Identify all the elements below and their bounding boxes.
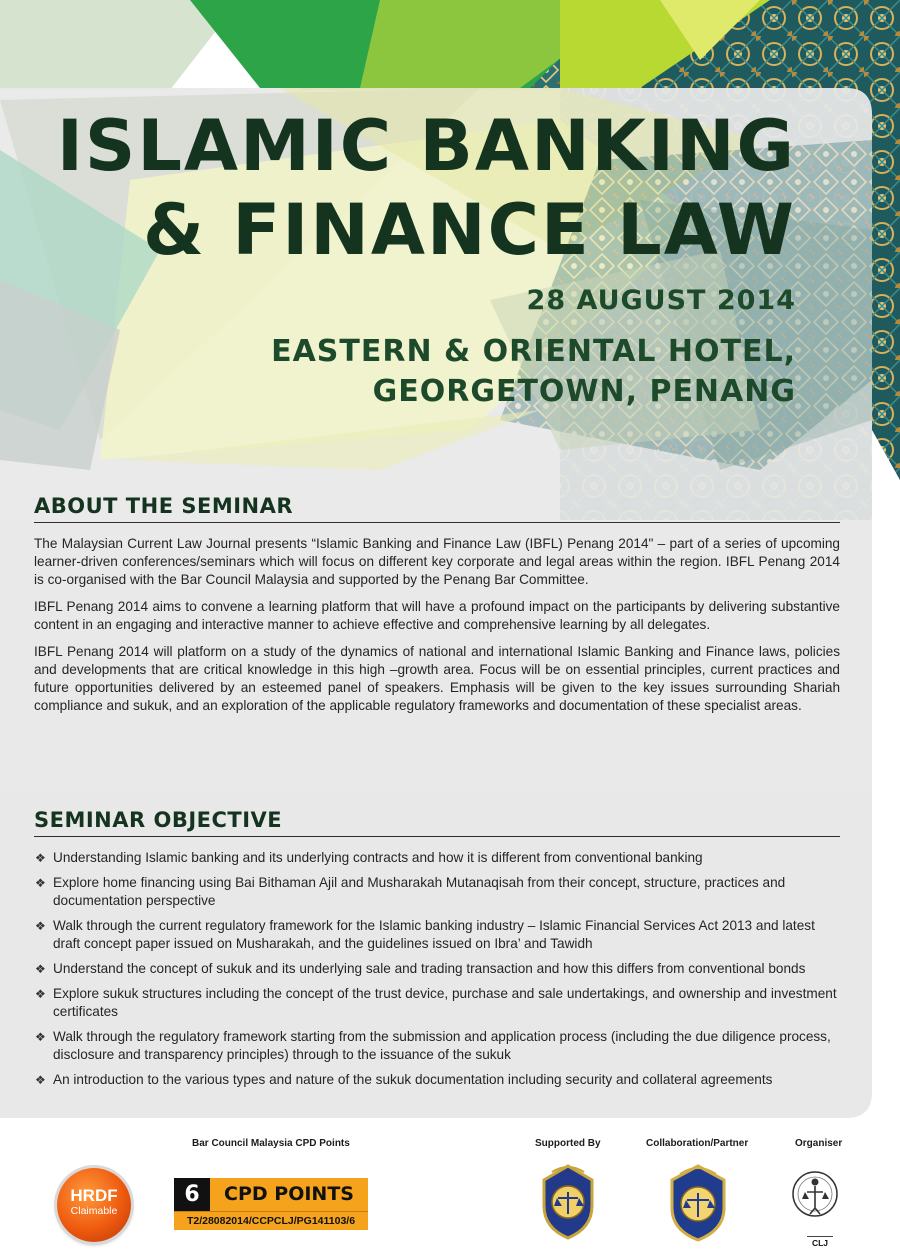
list-item: ❖ Understanding Islamic banking and its underlying contracts and how it is different from conventional banking (35, 850, 703, 865)
organiser-logo-text: CLJ (807, 1236, 833, 1248)
event-date: 28 AUGUST 2014 (526, 285, 796, 316)
diamond-bullet-icon: ❖ (35, 851, 46, 865)
objective-list (34, 849, 840, 1089)
title-block (57, 104, 796, 412)
organiser-label: Organiser (795, 1138, 843, 1149)
venue-line-1: EASTERN & ORIENTAL HOTEL, (271, 334, 796, 369)
diamond-bullet-icon: ❖ (35, 1030, 46, 1044)
list-item: ❖ Explore sukuk structures including the concept of the trust device, purchase and sale undertakings, and ownership and investment certificates (35, 986, 837, 1019)
about-heading: ABOUT THE SEMINAR (34, 494, 840, 523)
supported-by-label: Supported By (535, 1138, 601, 1149)
list-item: ❖ Walk through the regulatory framework starting from the submission and application process (including the due diligence process, disclosure and transparency principles) through to the issuance of the sukuk (35, 1029, 831, 1062)
hrdf-badge (57, 1168, 131, 1242)
hrdf-subtitle: Claimable (70, 1205, 118, 1217)
title-line-1: ISLAMIC BANKING (56, 105, 796, 187)
cpd-title: CPD POINTS (210, 1178, 368, 1211)
clj-seal-icon (790, 1158, 840, 1238)
cpd-number: 6 (174, 1178, 210, 1211)
hrdf-title: HRDF (70, 1186, 118, 1205)
objective-section (34, 808, 840, 1096)
diamond-bullet-icon: ❖ (35, 1073, 46, 1087)
title-line-2: & FINANCE LAW (142, 189, 796, 271)
diamond-bullet-icon: ❖ (35, 987, 46, 1001)
list-item: ❖ An introduction to the various types and nature of the sukuk documentation including security and collateral agreements (35, 1072, 773, 1087)
about-paragraph-3: IBFL Penang 2014 will platform on a study of the dynamics of national and international Islamic Banking and Finance laws, policies and developments that are critical knowledge in this high –growth area. Focus will be on essential principles, current practices and future opportunities delivered by an esteemed panel of speakers. Emphasis will be given to the key issues surrounding Shariah compliance and sukuk, and an exploration of the applicable regulatory frameworks and documentation of these specialist areas. (34, 644, 840, 713)
list-item: ❖ Understand the concept of sukuk and its underlying sale and trading transaction and how this differs from conventional bonds (35, 961, 806, 976)
penang-bar-logo-icon (538, 1162, 598, 1242)
bar-council-logo-icon (666, 1162, 730, 1244)
diamond-bullet-icon: ❖ (35, 962, 46, 976)
list-item: ❖ Explore home financing using Bai Bithaman Ajil and Musharakah Mutanaqisah from their concept, structure, practices and documentation perspective (35, 875, 786, 908)
cpd-points-box (174, 1178, 368, 1230)
venue (57, 332, 796, 412)
cpd-code: T2/28082014/CCPCLJ/PG141103/6 (174, 1211, 368, 1230)
objective-heading: SEMINAR OBJECTIVE (34, 808, 840, 837)
venue-line-2: GEORGETOWN, PENANG (372, 374, 796, 409)
about-section (34, 494, 840, 715)
list-item: ❖ Walk through the current regulatory framework for the Islamic banking industry – Islamic Financial Services Act 2013 and latest draft concept paper issued on Musharakah, and the guidelines issued on Ibra’ and Tawidh (35, 918, 815, 951)
cpd-label: Bar Council Malaysia CPD Points (192, 1138, 350, 1149)
diamond-bullet-icon: ❖ (35, 919, 46, 933)
partner-label: Collaboration/Partner (646, 1138, 749, 1149)
diamond-bullet-icon: ❖ (35, 876, 46, 890)
about-paragraph-1: The Malaysian Current Law Journal presents “Islamic Banking and Finance Law (IBFL) Penang 2014" – part of a series of upcoming learner-driven conferences/seminars which will focus on different key corporate and legal areas within the region. IBFL Penang 2014 is co-organised with the Bar Council Malaysia and supported by the Penang Bar Committee. (34, 536, 840, 587)
about-paragraph-2: IBFL Penang 2014 aims to convene a learning platform that will have a profound impact on the participants by delivering substantive content in an engaging and interactive manner to achieve effective and comprehensive learning by all delegates. (34, 599, 840, 632)
